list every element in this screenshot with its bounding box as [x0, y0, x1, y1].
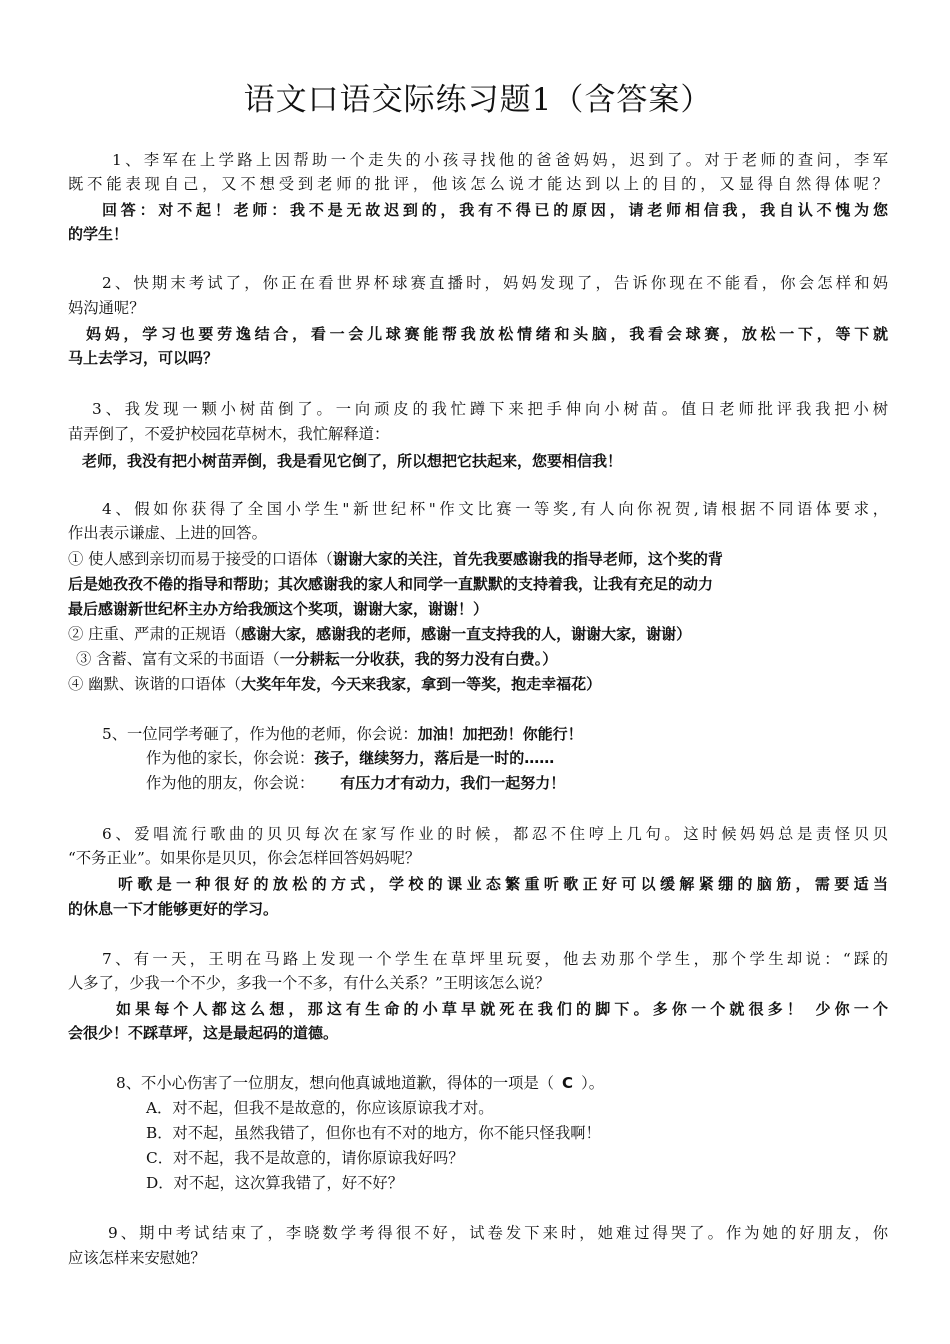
question-5-friend-prompt: 作为他的朋友，你会说： [146, 774, 315, 792]
question-5-parent-prompt: 作为他的家长，你会说： [146, 749, 315, 767]
option-1-answer-part-3: 最后感谢新世纪杯主办方给我颁这个奖项，谢谢大家，谢谢！） [68, 600, 489, 618]
answer-6-line-1: 听歌是一种很好的放松的方式，学校的课业态繁重听歌正好可以缓解紧绷的脑筋，需要适当 [118, 875, 888, 893]
question-1-line-2: 既不能表现自己，又不想受到老师的批评，他该怎么说才能达到以上的目的，又显得自然得体呢？ [68, 175, 888, 193]
option-b: B．对不起，虽然我错了，但你也有不对的地方，你不能只怪我啊！ [146, 1124, 601, 1142]
answer-2-line-2: 马上去学习，可以吗？ [68, 349, 219, 367]
option-1-answer-part-2: 后是她孜孜不倦的指导和帮助；其次感谢我的家人和同学一直默默的支持着我，让我有充足的动力 [68, 575, 714, 593]
question-9-line-2: 应该怎样来安慰她？ [68, 1249, 206, 1267]
question-2-line-2: 妈沟通呢？ [68, 299, 145, 317]
option-2 [68, 622, 888, 647]
option-3-answer: 一分耕耘一分收获，我的努力没有白费。） [279, 650, 558, 668]
question-4-line-2: 作出表示谦虚、上进的回答。 [68, 524, 267, 542]
answer-6-line-2: 的休息一下才能够更好的学习。 [68, 900, 279, 918]
question-5-line-2 [68, 746, 950, 771]
question-8-line-1 [68, 1071, 936, 1096]
answer-3: 老师，我没有把小树苗弄倒，我是看见它倒了，所以想把它扶起来，您要相信我！ [82, 452, 623, 470]
question-4-line-1: 4、假如你获得了全国小学生"新世纪杯"作文比赛一等奖,有人向你祝贺,请根据不同语体要求， [102, 500, 888, 518]
option-3-label: ③ 含蓄、富有文采的书面语（ [76, 650, 280, 668]
question-7-line-2: 人多了，少我一个不少，多我一个不多，有什么关系？”王明该怎么说？ [68, 974, 551, 992]
question-5-teacher-prompt: 5、一位同学考砸了，作为他的老师，你会说： [102, 725, 418, 743]
option-1-answer-part-1: 谢谢大家的关注，首先我要感谢我的指导老师，这个奖的背 [332, 550, 723, 568]
option-4 [68, 672, 888, 697]
question-3-line-2: 苗弄倒了，不爱护校园花草树木，我忙解释道： [68, 425, 390, 443]
option-d: D．对不起，这次算我错了，好不好？ [146, 1174, 404, 1192]
question-3-line-1: 3、我发现一颗小树苗倒了。一向顽皮的我忙蹲下来把手伸向小树苗。值日老师批评我我把小树 [92, 400, 888, 418]
answer-7-line-1: 如果每个人都这么想，那这有生命的小草早就死在我们的脚下。多你一个就很多！ 少你一个 [116, 1000, 888, 1018]
question-8-prompt: 8、不小心伤害了一位朋友，想向他真诚地道歉，得体的一项是（ [116, 1074, 555, 1092]
answer-5-teacher: 加油！加把劲！你能行！ [417, 725, 583, 743]
answer-1-line-1: 回答：对不起！老师：我不是无故迟到的，我有不得已的原因，请老师相信我，我自认不愧为您 [102, 201, 888, 219]
page-title: 语文口语交际练习题1（含答案） [243, 82, 713, 118]
answer-5-friend: 有压力才有动力，我们一起努力！ [340, 774, 566, 792]
answer-7-line-2: 会很少！不踩草坪，这是最起码的道德。 [68, 1024, 339, 1042]
question-8-prompt-end: ）。 [581, 1074, 605, 1092]
answer-8: C [562, 1074, 574, 1092]
option-2-label: ② 庄重、严肃的正规语（ [68, 625, 242, 643]
question-2-line-1: 2、快期末考试了，你正在看世界杯球赛直播时，妈妈发现了，告诉你现在不能看，你会怎样和妈 [102, 274, 888, 292]
option-4-answer: 大奖年年发，今天来我家，拿到一等奖，抱走幸福花） [241, 675, 602, 693]
option-a: A．对不起，但我不是故意的，你应该原谅我才对。 [146, 1099, 494, 1117]
option-1-label: ① 使人感到亲切而易于接受的口语体（ [68, 550, 333, 568]
option-2-answer: 感谢大家，感谢我的老师，感谢一直支持我的人，谢谢大家，谢谢） [241, 625, 692, 643]
option-c: C．对不起，我不是故意的，请你原谅我好吗？ [146, 1149, 464, 1167]
option-1 [68, 547, 888, 572]
option-4-label: ④ 幽默、诙谐的口语体（ [68, 675, 242, 693]
question-5-line-1 [68, 722, 922, 747]
question-7-line-1: 7、有一天，王明在马路上发现一个学生在草坪里玩耍，他去劝那个学生，那个学生却说：“踩的 [102, 950, 888, 968]
option-3 [68, 647, 896, 672]
question-6-line-2: “不务正业”。如果你是贝贝，你会怎样回答妈妈呢？ [68, 849, 421, 867]
question-6-line-1: 6、爱唱流行歌曲的贝贝每次在家写作业的时候，都忍不住哼上几句。这时候妈妈总是责怪贝贝 [102, 825, 888, 843]
answer-1-line-2: 的学生！ [68, 225, 129, 243]
question-1-line-1: 1、李军在上学路上因帮助一个走失的小孩寻找他的爸爸妈妈，迟到了。对于老师的查问，李军 [112, 151, 888, 169]
question-5-line-3 [68, 771, 950, 796]
answer-2-line-1: 妈妈，学习也要劳逸结合，看一会儿球赛能帮我放松情绪和头脑，我看会球赛，放松一下，等下就 [86, 325, 888, 343]
question-9-line-1: 9、期中考试结束了，李晓数学考得很不好，试卷发下来时，她难过得哭了。作为她的好朋友，你 [108, 1224, 888, 1242]
answer-5-parent: 孩子，继续努力，落后是一时的…… [314, 749, 555, 767]
